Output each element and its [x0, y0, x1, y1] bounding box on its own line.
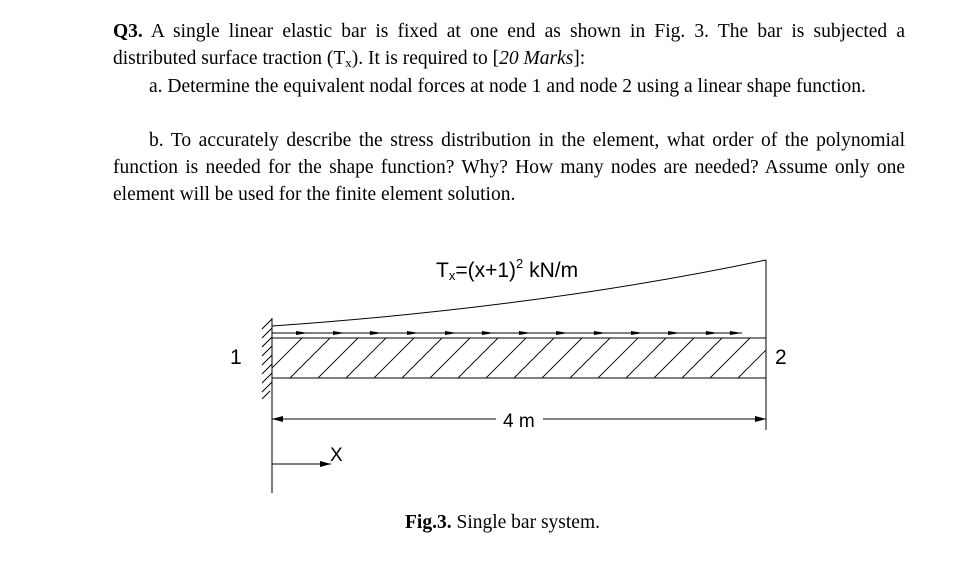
node-2-label: 2 — [775, 346, 787, 369]
traction-exponent: 2 — [516, 256, 524, 271]
question-marks: 20 Marks — [499, 48, 574, 69]
question-intro-text: A single linear elastic bar is fixed at one end as shown in Fig. 3. The bar is subjected a distributed surface traction (T — [113, 21, 905, 69]
node-1-label: 1 — [230, 346, 242, 369]
question-intro-text-2: ). It is required to [ — [351, 48, 500, 69]
figure-caption-text: Single bar system. — [451, 512, 600, 533]
fixed-support — [262, 318, 272, 399]
question-intro-text-3: ]: — [573, 48, 586, 69]
part-b: b. To accurately describe the stress distribution in the element, what order of the polynomial function is needed for the shape function? Why? How many nodes are needed? Assume only one element will be used for the finite element solution. — [113, 130, 905, 205]
length-dimension-label: 4 m — [503, 411, 535, 432]
traction-subscript: x — [448, 268, 456, 283]
question-number: Q3. — [113, 21, 143, 42]
figure-caption-label: Fig.3. — [405, 512, 452, 533]
traction-symbol: T — [436, 259, 449, 282]
bar-element — [262, 338, 778, 378]
question-intro-subscript: x — [345, 55, 352, 70]
figure-caption — [405, 512, 600, 534]
traction-label — [436, 256, 578, 283]
x-axis-label: X — [330, 445, 343, 466]
part-a: a. Determine the equivalent nodal forces at node 1 and node 2 using a linear shape function. — [149, 76, 866, 97]
traction-units: kN/m — [523, 259, 579, 282]
traction-expression: =(x+1) — [455, 259, 517, 282]
